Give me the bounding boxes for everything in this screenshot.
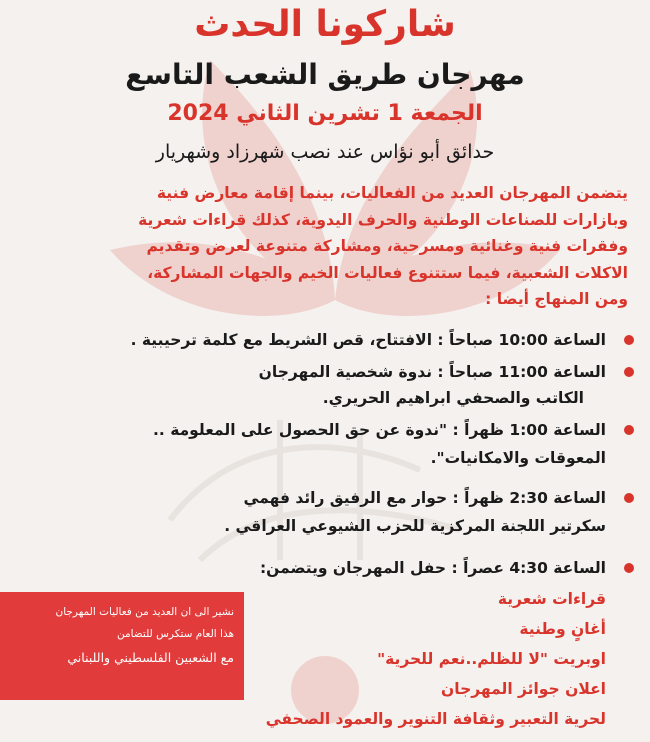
note-line: نشير الى ان العديد من فعاليات المهرجان: [55, 606, 234, 618]
bullet-icon: [624, 563, 634, 573]
program-intro: ومن المنهاج أيضا :: [485, 290, 628, 308]
program-item-line: المعوقات والامكانيات".: [430, 449, 606, 467]
program-item-line: الساعة 2:30 ظهراً : حوار مع الرفيق رائد فهمي: [243, 489, 606, 507]
intro-line: وفقرات فنية وغنائية ومسرحية، ومشاركة متنوعة لعرض وتقديم: [146, 237, 628, 255]
program-item-line: سكرتير اللجنة المركزية للحزب الشيوعي العراقي .: [224, 517, 606, 535]
ceremony-item: أغانٍ وطنية: [519, 620, 606, 638]
note-line: مع الشعبين الفلسطيني واللبناني: [67, 650, 234, 665]
bullet-icon: [624, 367, 634, 377]
program-item-line: الساعة 11:00 صباحاً : ندوة شخصية المهرجان: [258, 363, 606, 381]
ceremony-item: اعلان جوائز المهرجان: [441, 680, 606, 698]
bullet-icon: [624, 425, 634, 435]
bullet-icon: [624, 493, 634, 503]
slogan-title: شاركونا الحدث: [194, 4, 456, 45]
program-item-line: الكاتب والصحفي ابراهيم الحريري.: [322, 389, 584, 407]
festival-location: حدائق أبو نؤاس عند نصب شهرزاد وشهريار: [155, 141, 495, 163]
festival-date: الجمعة 1 تشرين الثاني 2024: [167, 101, 483, 126]
bullet-icon: [624, 335, 634, 345]
intro-line: يتضمن المهرجان العديد من الفعاليات، بينما إقامة معارض فنية: [156, 184, 628, 202]
solidarity-note-box: [0, 592, 244, 700]
program-item-line: الساعة 10:00 صباحاً : الافتتاح، قص الشريط مع كلمة ترحيبية .: [130, 331, 606, 349]
ceremony-item: قراءات شعرية: [497, 590, 606, 608]
ceremony-item: لحرية التعبير وثقافة التنوير والعمود الصحفي: [265, 710, 606, 728]
intro-paragraph: [22, 180, 628, 313]
intro-line: الاكلات الشعبية، فيما ستتنوع فعاليات الخيم والجهات المشاركة،: [147, 263, 628, 282]
intro-line: وبازارات للصناعات الوطنية والحرف اليدوية، كذلك قراءات شعرية: [138, 210, 628, 229]
note-line: هذا العام ستكرس للتضامن: [116, 628, 234, 640]
program-item-line: الساعة 4:30 عصراً : حفل المهرجان ويتضمن:: [259, 559, 606, 577]
ceremony-item: اوبريت "لا للظلم..نعم للحرية": [377, 650, 606, 668]
festival-name: مهرجان طريق الشعب التاسع: [125, 58, 525, 91]
program-item-line: الساعة 1:00 ظهراً : "ندوة عن حق الحصول على المعلومة ..: [153, 421, 606, 439]
